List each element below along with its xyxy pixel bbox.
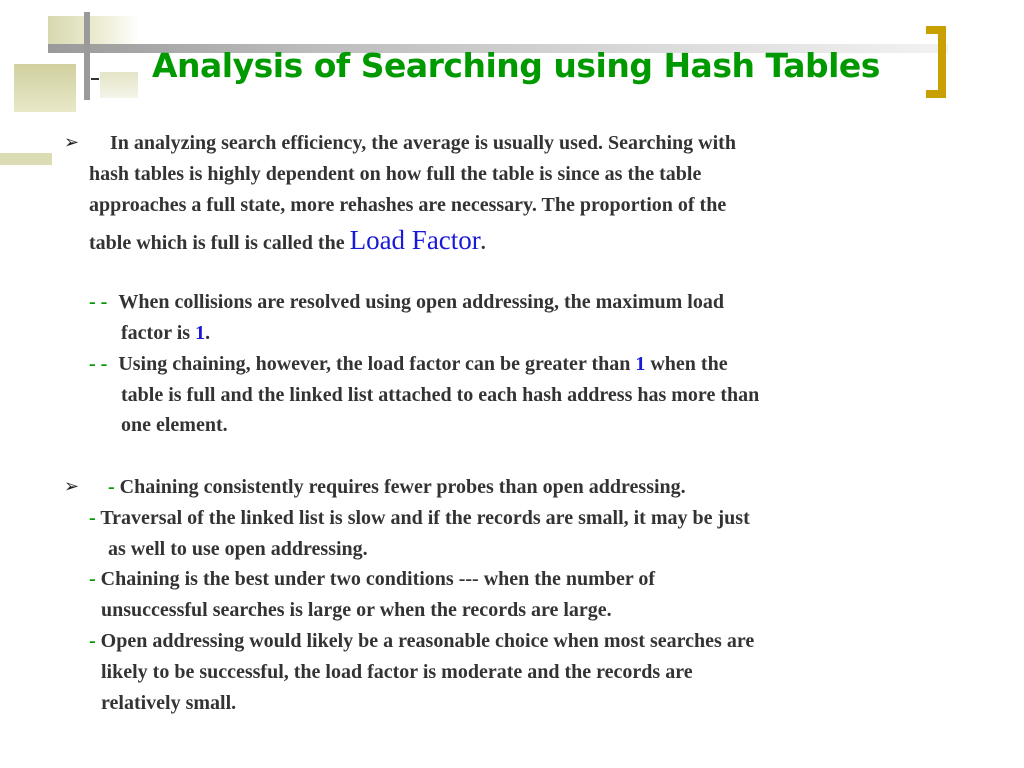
para1-line3: approaches a full state, more rehashes are necessary. The proportion of the [89, 193, 727, 216]
decor-bracket-side [938, 26, 946, 98]
para2-item3-line3: relatively small. [101, 691, 237, 714]
decor-bar-bottom [0, 153, 52, 165]
decor-small-dash [91, 78, 99, 80]
sub2-line1: - - Using chaining, however, the load factor can be greater than 1 when the [89, 352, 728, 375]
slide-body [64, 128, 964, 718]
para2-item2-line1: - Chaining is the best under two conditions --- when the number of [89, 568, 655, 591]
para2-item3-line1: - Open addressing would likely be a reasonable choice when most searches are [89, 629, 755, 652]
sub2-line2: table is full and the linked list attached to each hash address has more than [121, 383, 760, 406]
dash-marker: - [108, 475, 115, 498]
chaining-load-value: 1 [635, 352, 646, 375]
para1-line1: ➢ In analyzing search efficiency, the average is usually used. Searching with [64, 128, 964, 159]
sub2-line3: one element. [121, 414, 228, 437]
para2-item1-line2: as well to use open addressing. [108, 537, 368, 560]
para1-line2: hash tables is highly dependent on how full the table is since as the table [89, 162, 702, 185]
sub1-line1: - - When collisions are resolved using open addressing, the maximum load [89, 291, 724, 314]
dash-marker: - - [89, 352, 108, 375]
para1-line4: table which is full is called the Load Factor. [89, 225, 486, 256]
decor-vertical-rule [84, 12, 90, 100]
decor-bracket-bottom [926, 90, 946, 98]
dash-marker: - [89, 568, 96, 591]
sub1-line2: factor is 1. [121, 321, 211, 344]
max-load-value: 1 [195, 321, 206, 344]
para2-item1-line1: - Traversal of the linked list is slow and if the records are small, it may be just [89, 506, 750, 529]
dash-marker: - [89, 629, 96, 652]
slide-title: Analysis of Searching using Hash Tables [152, 46, 880, 85]
decor-square-top [48, 16, 140, 46]
para2-line1: ➢ - Chaining consistently requires fewer probes than open addressing. [64, 472, 964, 503]
decor-square-middle [100, 72, 138, 98]
dash-marker: - - [89, 291, 108, 314]
arrow-bullet-icon: ➢ [64, 475, 80, 497]
decor-square-left [14, 64, 76, 112]
para2-item2-line2: unsuccessful searches is large or when the records are large. [101, 599, 612, 622]
dash-marker: - [89, 506, 96, 529]
arrow-bullet-icon: ➢ [64, 132, 80, 153]
load-factor-term: Load Factor [349, 225, 481, 256]
para2-item3-line2: likely to be successful, the load factor is moderate and the records are [101, 660, 693, 683]
